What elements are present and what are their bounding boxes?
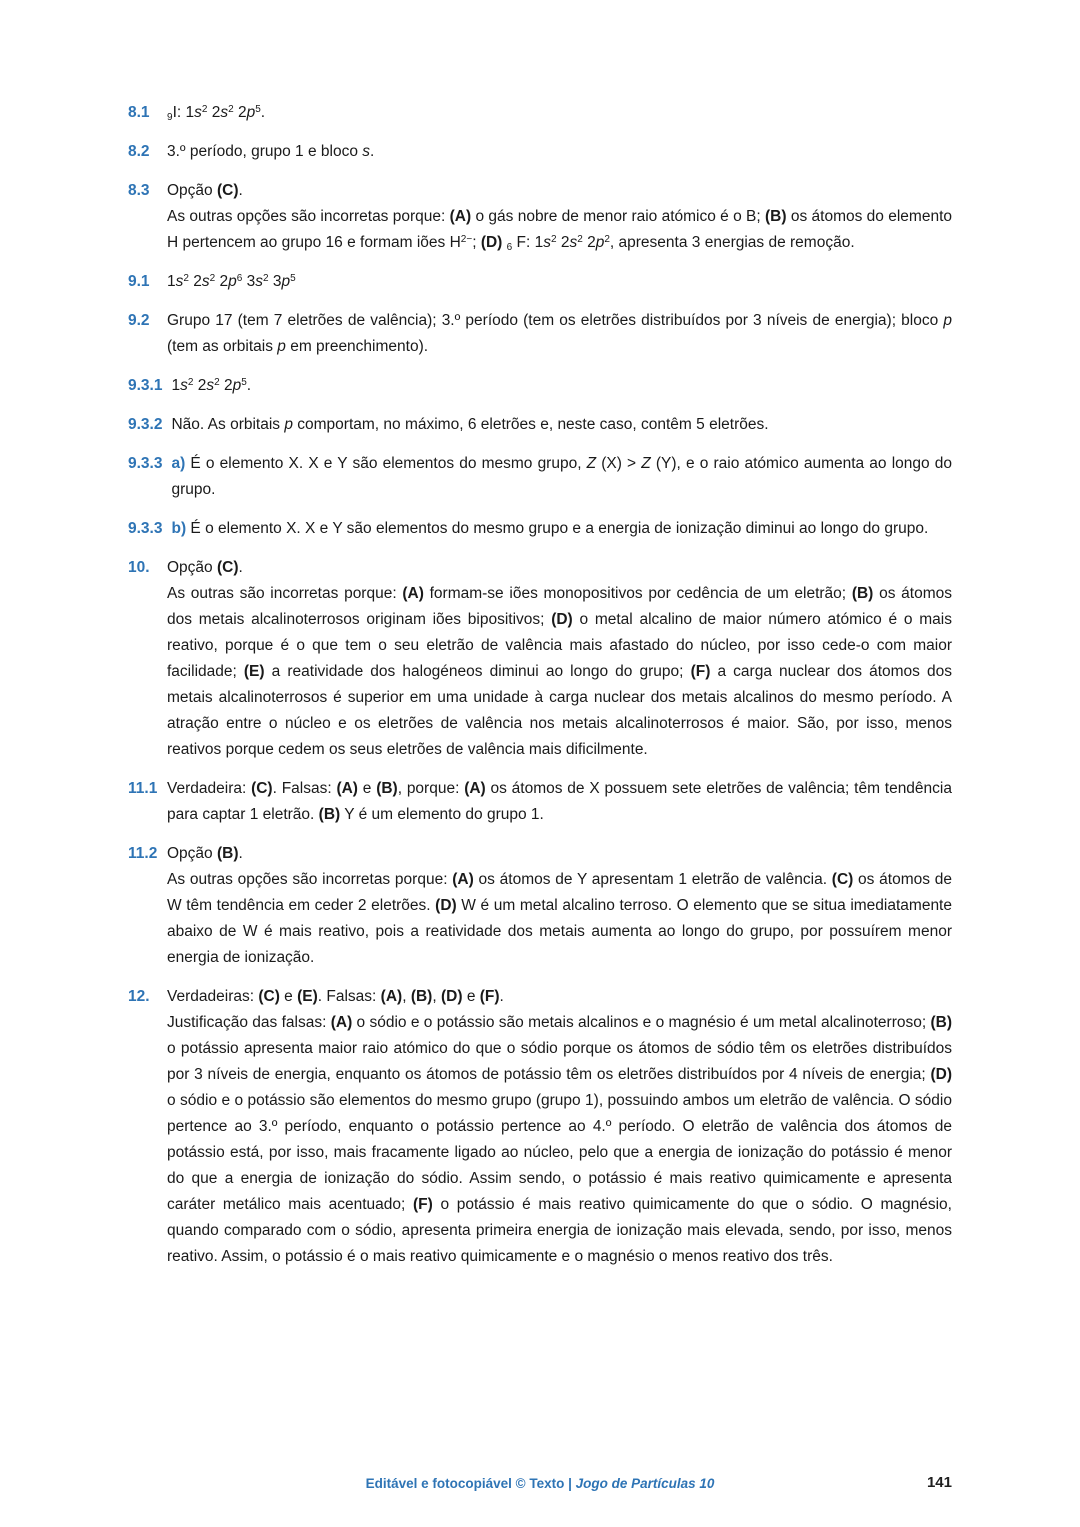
footer-book-title: Jogo de Partículas 10 [575, 1476, 715, 1491]
answer-paragraph: Opção (C). [167, 559, 243, 576]
answer-number: 8.2 [128, 143, 150, 160]
answer-number: 9.2 [128, 312, 150, 329]
answer-number: 12. [128, 988, 150, 1005]
answer-item [128, 984, 952, 1270]
answer-paragraph: Verdadeiras: (C) e (E). Falsas: (A), (B), (D) e (F). [167, 988, 504, 1005]
answer-body [167, 841, 952, 971]
answers-list [128, 100, 952, 1283]
answer-item [128, 776, 952, 828]
answer-body [167, 555, 952, 763]
answer-item [128, 555, 952, 763]
answer-paragraph: a) É o elemento X. X e Y são elementos do mesmo grupo, Z (X) > Z (Y), e o raio atómico aumenta ao longo do grupo. [171, 455, 952, 498]
answer-item [128, 516, 952, 542]
answer-number: 9.3.1 [128, 377, 163, 394]
answer-item [128, 100, 952, 126]
answer-body [167, 269, 952, 295]
answer-body [167, 308, 952, 360]
answer-number: 9.3.2 [128, 416, 163, 433]
answer-number: 8.3 [128, 182, 150, 199]
answer-paragraph: $1s^2$ $2s^2$ $2p^5$. [171, 377, 252, 394]
answer-item [128, 841, 952, 971]
answer-number: 11.1 [128, 780, 158, 797]
answer-item [128, 178, 952, 256]
answer-paragraph: Grupo 17 (tem 7 eletrões de valência); 3.º período (tem os eletrões distribuídos por 3 níveis de energia); bloco p (tem as orbitais p em preenchimento). [167, 312, 952, 355]
answer-number: 9.3.3 [128, 520, 163, 537]
answer-body [167, 139, 952, 165]
answer-item [128, 451, 952, 503]
footer-credit [128, 1476, 952, 1491]
answer-body [167, 100, 952, 126]
answer-paragraph: Opção (B). [167, 845, 243, 862]
answer-body [171, 373, 952, 399]
answer-body [167, 776, 952, 828]
answer-body [171, 412, 952, 438]
answer-item [128, 308, 952, 360]
answer-body [171, 516, 952, 542]
answer-body [171, 451, 952, 503]
answer-body [167, 984, 952, 1270]
answer-paragraph: As outras são incorretas porque: (A) formam-se iões monopositivos por cedência de um eletrão; (B) os átomos dos metais alcalinoterrosos originam iões bipositivos; (D) o metal alcalino de maior número atómico é o mais reativo, porque é o que tem o seu eletrão de valência mais afastado do núcleo, por isso cede-o com maior facilidade; (E) a reatividade dos halogéneos diminui ao longo do grupo; (F) a carga nuclear dos átomos dos metais alcalinoterrosos é superior em uma unidade à carga nuclear dos metais alcalinos do mesmo período. A atração entre o núcleo e os eletrões de valência nos metais alcalinoterrosos é maior. São, por isso, menos reativos porque cedem os seus eletrões de valência mais dificilmente. [167, 585, 952, 758]
answer-item [128, 373, 952, 399]
footer-credit-text: Editável e fotocopiável © Texto | [365, 1476, 576, 1491]
answer-item [128, 412, 952, 438]
answer-paragraph: Não. As orbitais p comportam, no máximo, 6 eletrões e, neste caso, contêm 5 eletrões. [171, 416, 769, 433]
answer-body [167, 178, 952, 256]
answer-paragraph: $1s^2$ $2s^2$ $2p^6$ $3s^2$ $3p^5$ [167, 273, 296, 290]
page-footer [128, 1476, 952, 1491]
answer-paragraph: As outras opções são incorretas porque: (A) os átomos de Y apresentam 1 eletrão de valência. (C) os átomos de W têm tendência em ceder 2 eletrões. (D) W é um metal alcalino terroso. O elemento que se situa imediatamente abaixo de W é mais reativo, pois a reatividade dos metais aumenta ao longo do grupo, por possuírem menor energia de ionização. [167, 871, 952, 966]
answer-item [128, 139, 952, 165]
answer-paragraph: As outras opções são incorretas porque: (A) o gás nobre de menor raio atómico é o B; (B) os átomos do elemento H pertencem ao grupo 16 e formam iões $H^{2-}$; (D) $_6$ F: $1s^2$ $2s^2$ $2p^2$, apresenta 3 energias de remoção. [167, 208, 952, 253]
answer-number: 9.1 [128, 273, 150, 290]
answer-item [128, 269, 952, 295]
answer-number: 11.2 [128, 845, 158, 862]
answer-number: 9.3.3 [128, 455, 163, 472]
answer-paragraph: Opção (C). [167, 182, 243, 199]
answer-number: 8.1 [128, 104, 150, 121]
answer-paragraph: $_9$I: $1s^2$ $2s^2$ $2p^5$. [167, 104, 266, 123]
answer-number: 10. [128, 559, 150, 576]
answer-paragraph: Verdadeira: (C). Falsas: (A) e (B), porque: (A) os átomos de X possuem sete eletrões de valência; têm tendência para captar 1 eletrão. (B) Y é um elemento do grupo 1. [167, 780, 952, 823]
answer-paragraph: 3.º período, grupo 1 e bloco s. [167, 143, 375, 160]
page-number: 141 [926, 1474, 952, 1491]
answer-paragraph: Justificação das falsas: (A) o sódio e o potássio são metais alcalinos e o magnésio é um metal alcalinoterroso; (B) o potássio apresenta maior raio atómico do que o sódio porque os átomos de sódio têm os eletrões distribuídos por 3 níveis de energia, enquanto os átomos de potássio têm os eletrões distribuídos por 4 níveis de energia; (D) o sódio e o potássio são elementos do mesmo grupo (grupo 1), possuindo ambos um eletrão de valência. O sódio pertence ao 3.º período, enquanto o potássio pertence ao 4.º período. O eletrão de valência dos átomos de potássio está, por isso, mais fracamente ligado ao núcleo, pelo que a energia de ionização do potássio é menor do que a energia de ionização do sódio. Assim sendo, o potássio é mais reativo quimicamente e apresenta caráter metálico mais acentuado; (F) o potássio é mais reativo quimicamente do que o sódio. O magnésio, quando comparado com o sódio, apresenta primeira energia de ionização mais elevada, sendo, por isso, menos reativo. Assim, o potássio é o mais reativo quimicamente e o magnésio o menos reativo dos três. [167, 1014, 952, 1265]
answer-paragraph: b) É o elemento X. X e Y são elementos do mesmo grupo e a energia de ionização diminui ao longo do grupo. [171, 520, 929, 537]
